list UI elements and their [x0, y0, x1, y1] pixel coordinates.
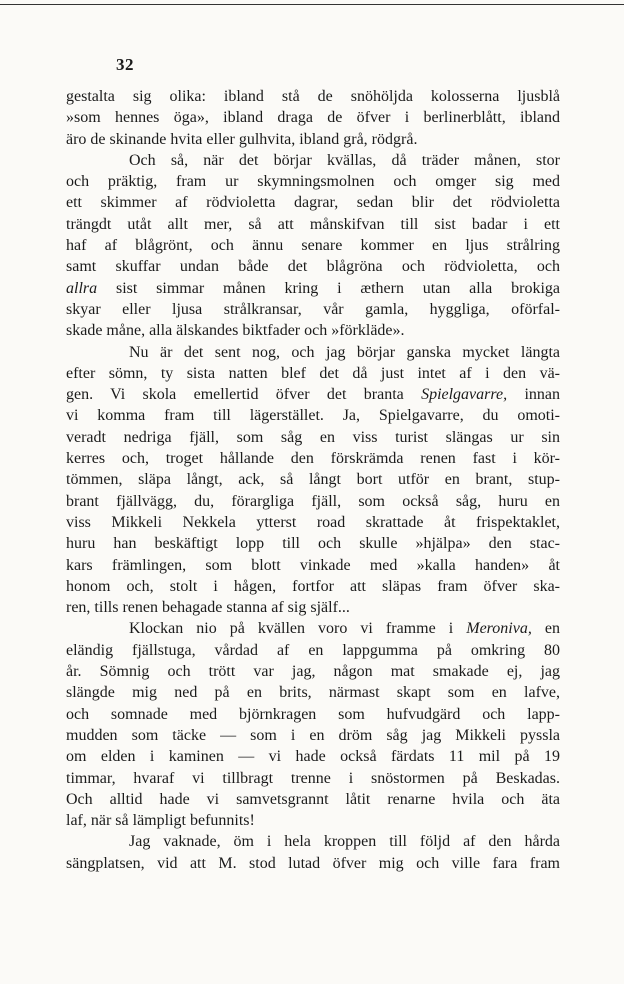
- text-line: samt skuffar undan både det blågröna och rödvioletta, och: [66, 258, 560, 276]
- text-line: laf, när så lämpligt befunnits!: [66, 812, 255, 830]
- text-line: allra sist simmar månen kring i æthern utan alla brokiga: [66, 279, 560, 297]
- text-line: äro de skinande hvita eller gulhvita, ibland grå, rödgrå.: [66, 130, 418, 148]
- text-line: vi komma fram till lägerstället. Ja, Spielgavarre, du omoti-: [66, 407, 560, 425]
- text-line: Och alltid hade vi samvetsgrannt låtit renarne hvila och äta: [66, 790, 560, 808]
- text-line: skade måne, alla älskandes biktfader och »förkläde».: [66, 322, 405, 340]
- text-line: om elden i kaminen — vi hade också färdats 11 mil på 19: [66, 748, 560, 766]
- top-rule: [0, 4, 624, 5]
- text-line: Och så, när det börjar kvällas, då träder månen, stor: [129, 151, 560, 169]
- text-line: trängdt utåt allt mer, så att månskifvan till sist badar i ett: [66, 215, 560, 233]
- text-line: honom och, stolt i hågen, fortfor att släpas fram öfver ska-: [66, 577, 560, 595]
- text-line: skyar eller ljusa strålkransar, vår gamla, hyggliga, oförfal-: [66, 300, 560, 318]
- page-number: 32: [116, 55, 134, 74]
- text-line: eländig fjällstuga, vårdad af en lappgumma på omkring 80: [66, 641, 560, 659]
- text-line: gestalta sig olika: ibland stå de snöhöljda kolosserna ljusblå: [66, 88, 560, 105]
- text-line: brant fjällvägg, du, förargliga fjäll, som också såg, huru en: [66, 492, 560, 510]
- text-line: Nu är det sent nog, och jag börjar ganska mycket längta: [129, 343, 560, 361]
- text-line: Jag vaknade, öm i hela kroppen till följd af den hårda: [129, 833, 560, 851]
- text-line: ett skimmer af rödvioletta dagrar, sedan blir det rödvioletta: [66, 194, 560, 212]
- text-line: viss Mikkeli Nekkela ytterst road skrattade åt frispektaklet,: [66, 513, 560, 531]
- text-line: Klockan nio på kvällen voro vi framme i Meroniva, en: [129, 620, 560, 638]
- text-line: och präktig, fram ur skymningsmolnen och omger sig med: [66, 173, 560, 191]
- text-line: timmar, hvaraf vi tillbragt trenne i snöstormen på Beskadas.: [66, 769, 560, 787]
- text-line: sängplatsen, vid att M. stod lutad öfver mig och ville fara fram: [66, 854, 560, 872]
- text-line: gen. Vi skola emellertid öfver det branta Spielgavarre, innan: [66, 386, 560, 404]
- text-line: och somnade med björnkragen som hufvudgärd och lapp-: [66, 705, 560, 723]
- text-line: mudden som täcke — som i en dröm såg jag Mikkeli pyssla: [66, 726, 560, 744]
- text-line: kerres och, troget hållande den förskrämda renen fast i kör-: [66, 450, 560, 468]
- text-line: tömmen, släpa långt, ack, så långt bort utför en brant, stup-: [66, 471, 560, 489]
- text-line: år. Sömnig och trött var jag, någon mat smakade ej, jag: [66, 663, 560, 681]
- body-text: [66, 86, 560, 874]
- text-line: haf af blågrönt, och ännu senare kommer en ljus strålring: [66, 237, 560, 255]
- text-line: slängde mig ned på en brits, närmast skapt som en lafve,: [66, 684, 560, 702]
- text-line: efter sömn, ty sista natten blef det då just intet af i den vä-: [66, 364, 560, 382]
- text-line: ren, tills renen behagade stanna af sig själf...: [66, 599, 350, 617]
- text-line: huru han beskäftigt lopp till och skulle »hjälpa» den stac-: [66, 535, 560, 553]
- text-line: kars främlingen, som blott vinkade med »kalla handen» åt: [66, 556, 560, 574]
- text-line: »som hennes öga», ibland draga de öfver i berlinerblått, ibland: [66, 109, 560, 127]
- text-line: veradt nedriga fjäll, som såg en viss turist slängas ur sin: [66, 428, 560, 446]
